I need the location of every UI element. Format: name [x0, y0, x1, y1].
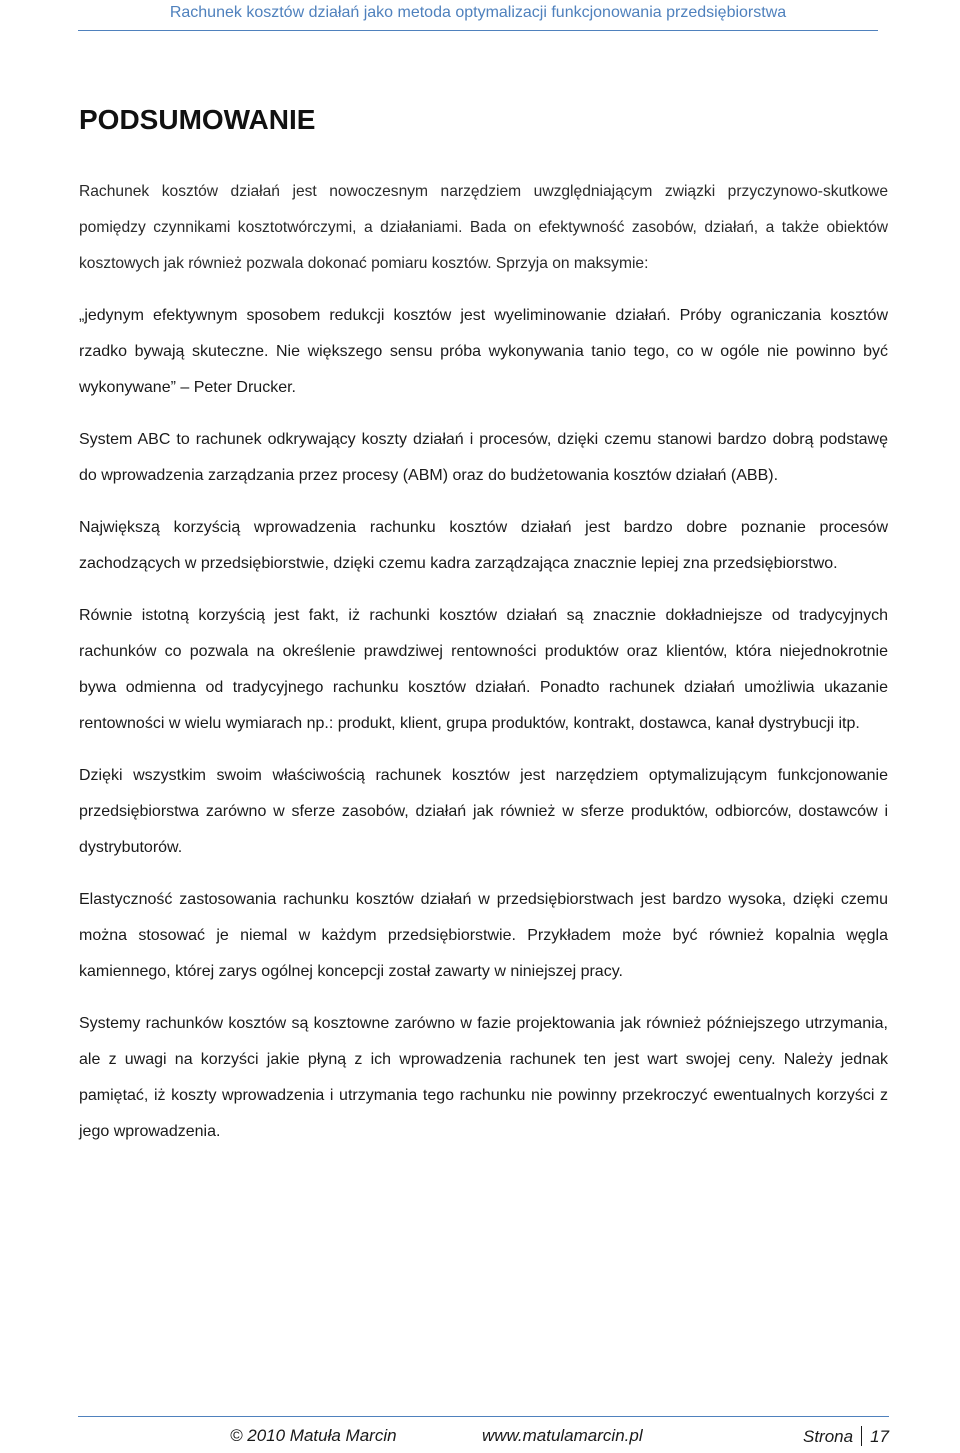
page-separator [861, 1426, 862, 1446]
paragraph-optimization: Dzięki wszystkim swoim właściwością rachunek kosztów jest narzędziem optymalizującym funkcjonowanie przedsiębiorstwa zarówno w sferze zasobów, działań jak również w sferze produktów, odbiorców, dostawców i dystrybutorów. [79, 767, 888, 856]
paragraph-accuracy: Równie istotną korzyścią jest fakt, iż rachunki kosztów działań są znacznie dokładniejsze od tradycyjnych rachunków co pozwala na określenie prawdziwej rentowności produktów oraz klientów, która niejednokrotnie bywa odmienna od tradycyjnego rachunku kosztów działań. Ponadto rachunek działań umożliwia ukazanie rentowności w wielu wymiarach np.: produkt, klient, grupa produktów, kontrakt, dostawca, kanał dystrybucji itp. [79, 607, 888, 732]
page-header [78, 0, 878, 31]
paragraph-main-benefit: Największą korzyścią wprowadzenia rachunku kosztów działań jest bardzo dobre poznanie procesów zachodzących w przedsiębiorstwie, dzięki czemu kadra zarządzająca znacznie lepiej zna przedsiębiorstwo. [79, 519, 888, 572]
paragraph-abc-system: System ABC to rachunek odkrywający koszty działań i procesów, dzięki czemu stanowi bardzo dobrą podstawę do wprowadzenia zarządzania przez procesy (ABM) oraz do budżetowania kosztów działań (ABB). [79, 431, 888, 484]
footer-url-link[interactable]: www.matulamarcin.pl [482, 1426, 643, 1445]
footer-copyright: © 2010 Matuła Marcin [230, 1426, 397, 1445]
footer-page-number [803, 1426, 889, 1447]
page-number: 17 [870, 1427, 889, 1446]
section-heading: PODSUMOWANIE [79, 104, 316, 135]
paragraph-flexibility: Elastyczność zastosowania rachunku kosztów działań w przedsiębiorstwach jest bardzo wysoka, dzięki czemu można stosować je niemal w każdym przedsiębiorstwie. Przykładem może być również kopalnia węgla kamiennego, której zarys ogólnej koncepcji został zawarty w niniejszej pracy. [79, 891, 888, 980]
page-label: Strona [802, 1427, 854, 1446]
paragraph-costs: Systemy rachunków kosztów są kosztowne zarówno w fazie projektowania jak również późniejszego utrzymania, ale z uwagi na korzyści jakie płyną z ich wprowadzenia rachunek ten jest wart swojej ceny. Należy jednak pamiętać, iż koszty wprowadzenia i utrzymania tego rachunku nie powinny przekroczyć ewentualnych korzyści z jego wprowadzenia. [79, 1015, 888, 1140]
page-footer [78, 1416, 889, 1451]
page-content [79, 96, 888, 1166]
paragraph-quote: „jedynym efektywnym sposobem redukcji kosztów jest wyeliminowanie działań. Próby ograniczania kosztów rzadko bywają skuteczne. Nie większego sensu próba wykonywania tanio tego, co w ogóle nie powinno być wykonywane” – Peter Drucker. [79, 307, 888, 396]
document-title: Rachunek kosztów działań jako metoda optymalizacji funkcjonowania przedsiębiorstwa [169, 4, 787, 21]
paragraph-intro: Rachunek kosztów działań jest nowoczesnym narzędziem uwzględniającym związki przyczynowo-skutkowe pomiędzy czynnikami kosztotwórczymi, a działaniami. Bada on efektywność zasobów, działań, a także obiektów kosztowych jak również pozwala dokonać pomiaru kosztów. Sprzyja on maksymie: [79, 183, 888, 272]
